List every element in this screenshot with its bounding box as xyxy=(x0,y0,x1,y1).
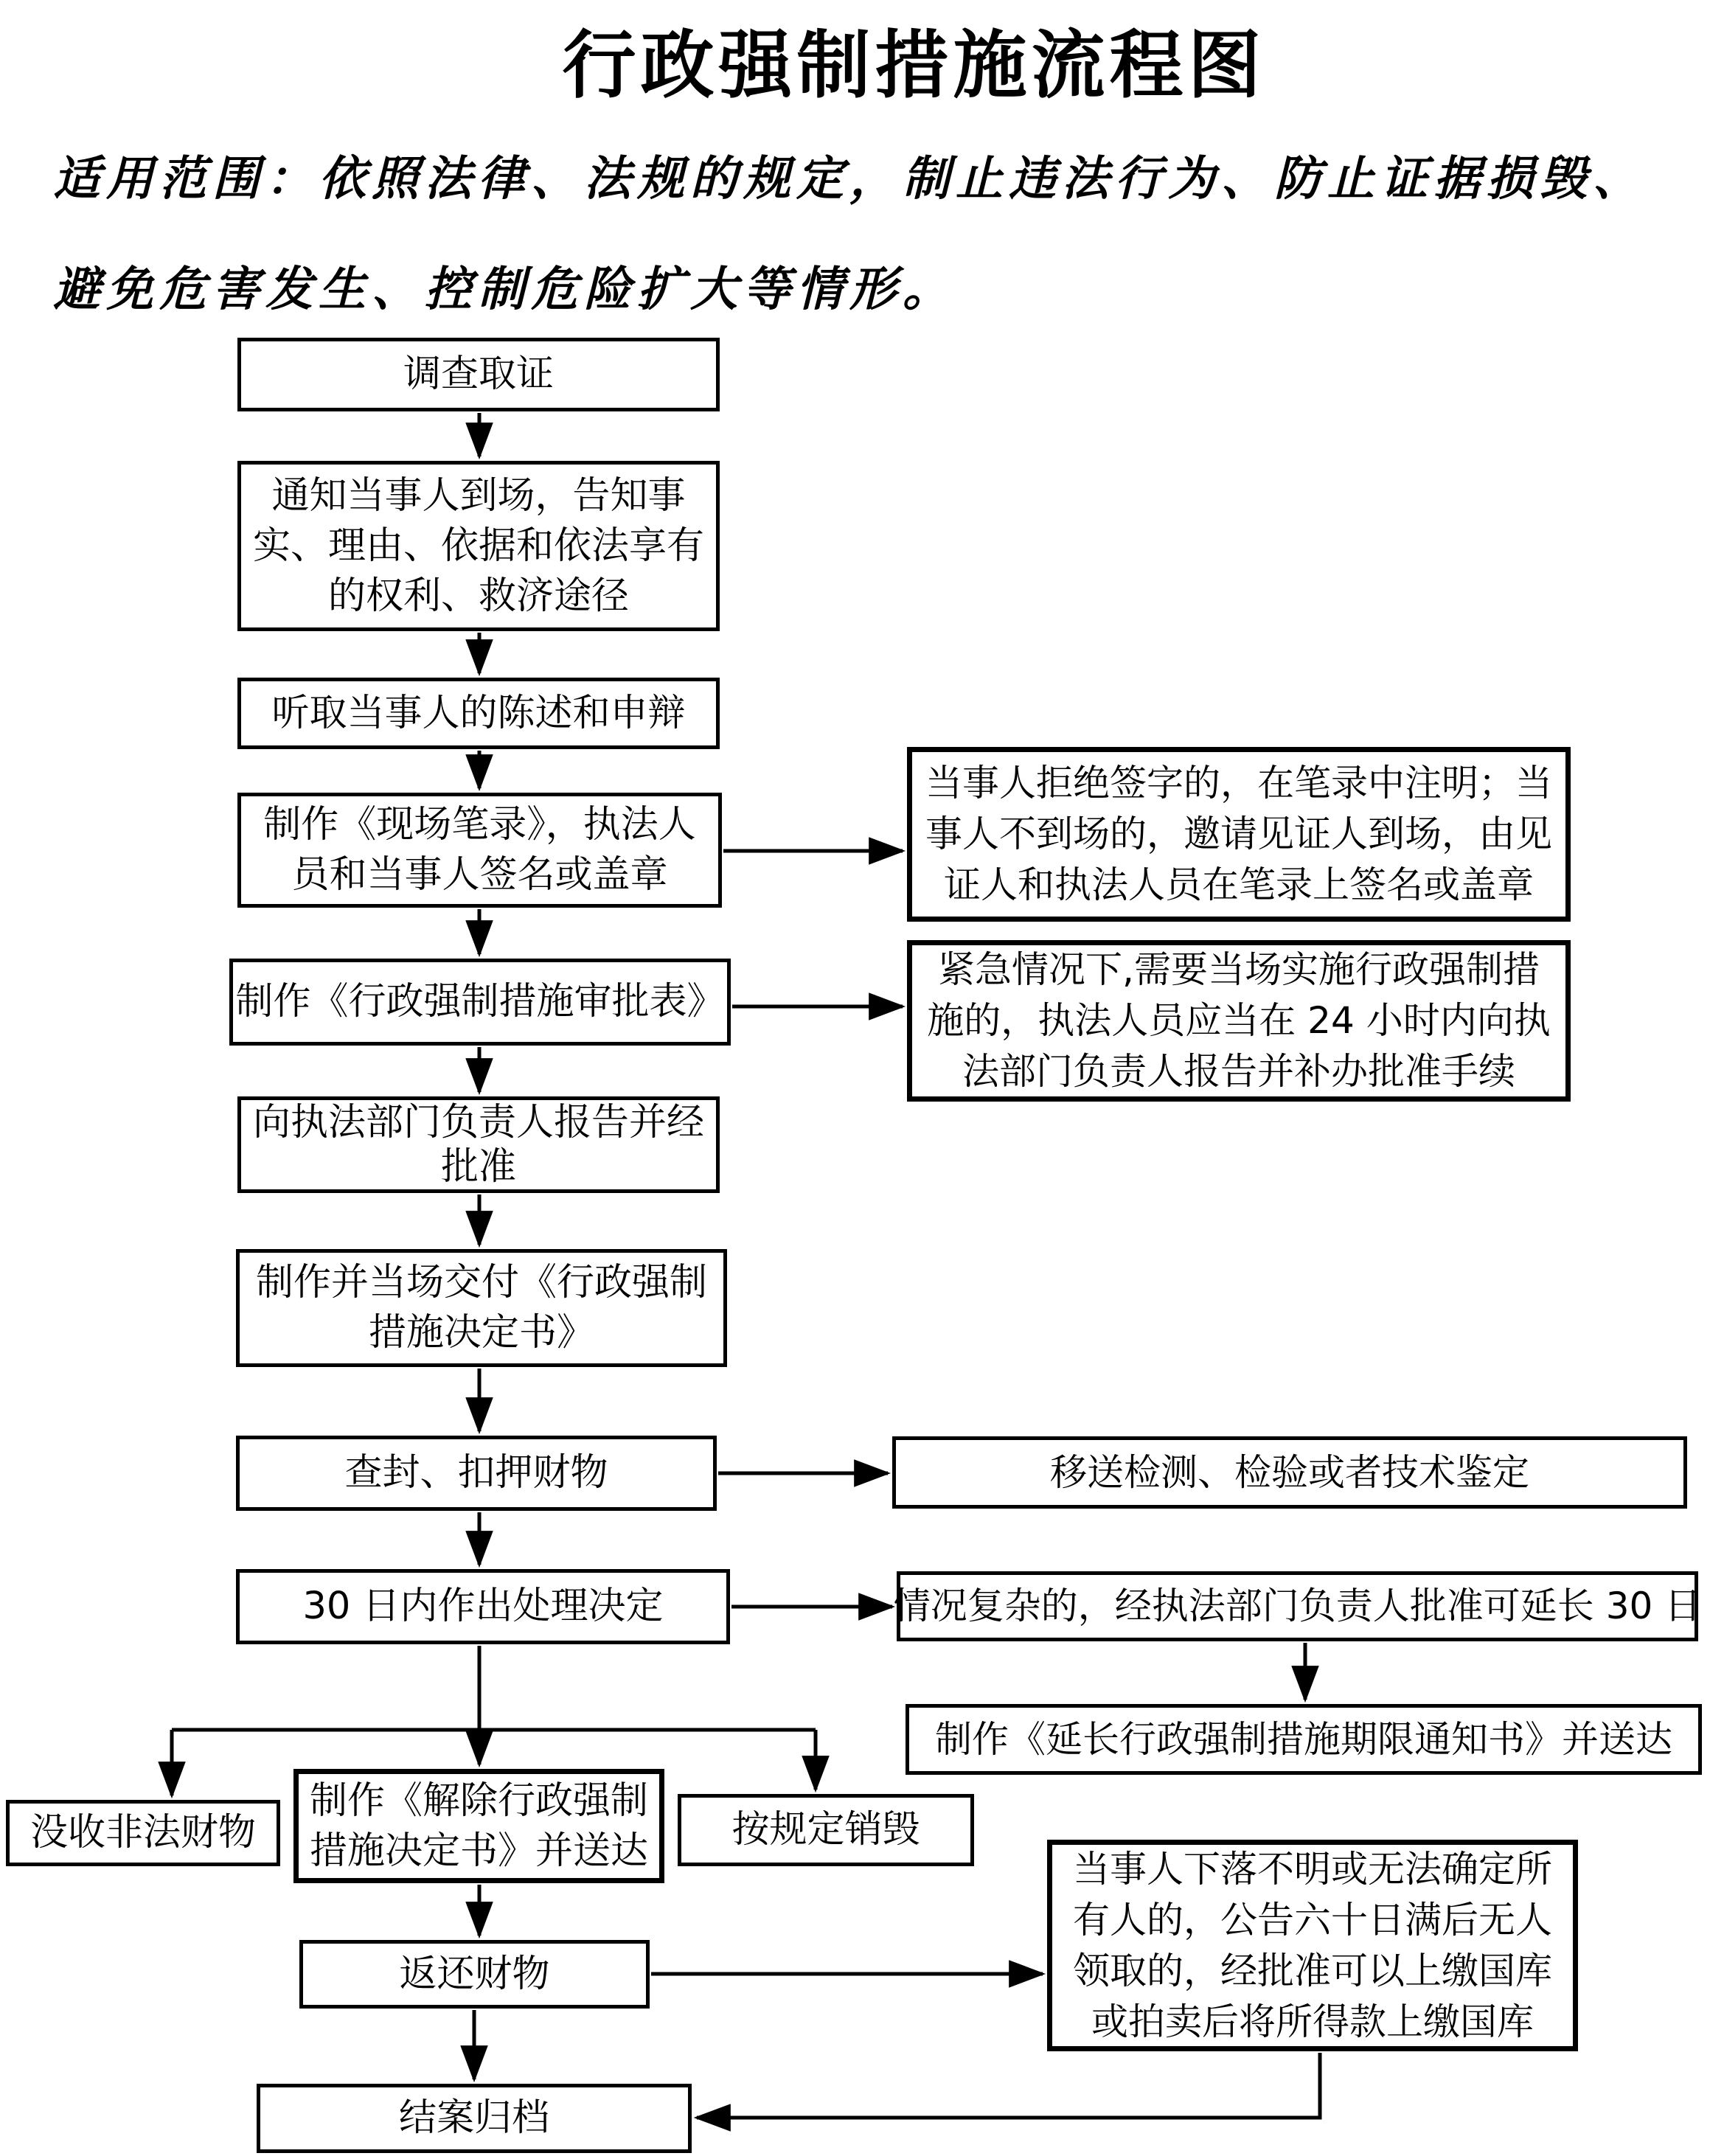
box-label: 批准 xyxy=(440,1144,516,1189)
flow-box-decision-doc xyxy=(236,1249,727,1367)
box-label: 制作《延长行政强制措施期限通知书》并送达 xyxy=(935,1717,1672,1761)
flow-box-report-approve xyxy=(237,1096,720,1193)
box-label: 证人和执法人员在笔录上签名或盖章 xyxy=(944,863,1534,906)
arrow-unclaimed-close xyxy=(697,2053,1320,2118)
box-label: 实、理由、依据和依法享有 xyxy=(252,524,704,568)
flow-box-close-case xyxy=(257,2084,692,2153)
box-label: 施的，执法人员应当在 24 小时内向执 xyxy=(927,999,1551,1042)
box-label: 措施决定书》 xyxy=(368,1311,594,1355)
scope-note-line: 适用范围：依照法律、法规的规定，制止违法行为、防止证据损毁、 xyxy=(53,151,1646,206)
box-label: 听取当事人的陈述和申辩 xyxy=(271,691,686,735)
box-label: 员和当事人签名或盖章 xyxy=(291,853,668,897)
box-label: 30 日内作出处理决定 xyxy=(302,1585,664,1628)
box-label: 或拍卖后将所得款上缴国库 xyxy=(1091,2000,1534,2043)
page-title: 行政强制措施流程图 xyxy=(562,21,1266,108)
box-label: 事人不到场的，邀请见证人到场，由见 xyxy=(925,813,1552,855)
box-label: 制作并当场交付《行政强制 xyxy=(255,1261,707,1304)
box-label: 有人的，公告六十日满后无人 xyxy=(1073,1898,1552,1941)
box-label: 没收非法财物 xyxy=(29,1811,256,1854)
box-label: 制作《解除行政强制 xyxy=(309,1778,648,1823)
box-label: 当事人拒绝签字的，在笔录中注明；当 xyxy=(925,762,1552,804)
box-label: 当事人下落不明或无法确定所 xyxy=(1073,1847,1552,1891)
scope-note xyxy=(53,124,1683,345)
box-label: 调查取证 xyxy=(403,352,554,396)
box-label: 结案归档 xyxy=(398,2096,549,2140)
box-label: 制作《现场笔录》，执法人 xyxy=(263,803,696,846)
flow-box-seize-property xyxy=(236,1436,717,1511)
box-label: 的权利、救济途径 xyxy=(327,574,629,618)
flow-box-confiscate xyxy=(6,1800,280,1866)
box-label: 向执法部门负责人报告并经 xyxy=(252,1100,704,1144)
flow-box-investigate xyxy=(237,338,720,411)
box-label: 制作《行政强制措施审批表》 xyxy=(235,980,725,1023)
box-label: 领取的，经批准可以上缴国库 xyxy=(1073,1949,1552,1992)
flow-box-refuse-sign-note xyxy=(907,747,1571,922)
flow-box-destroy xyxy=(678,1794,974,1866)
box-label: 移送检测、检验或者技术鉴定 xyxy=(1050,1450,1529,1494)
flow-box-onsite-record xyxy=(237,793,722,908)
box-label: 法部门负责人报告并补办批准手续 xyxy=(962,1050,1515,1093)
flow-box-complex-extend xyxy=(893,1571,1702,1641)
flow-box-return-property xyxy=(299,1940,650,2009)
flow-box-notify-party xyxy=(237,461,720,631)
flow-box-urgent-24h-note xyxy=(907,940,1571,1102)
box-label: 按规定销毁 xyxy=(731,1808,920,1851)
flow-box-listen-statement xyxy=(237,678,720,749)
flow-box-release-doc xyxy=(293,1769,664,1883)
flow-box-approval-form xyxy=(229,959,731,1046)
box-label: 情况复杂的，经执法部门负责人批准可延长 30 日 xyxy=(893,1585,1702,1627)
box-label: 返还财物 xyxy=(399,1952,550,1996)
flow-box-unclaimed-property-note xyxy=(1047,1840,1578,2051)
flow-box-decide-30-days xyxy=(236,1569,730,1644)
flow-box-transfer-test xyxy=(892,1436,1687,1509)
box-label: 通知当事人到场，告知事 xyxy=(271,473,686,518)
box-label: 紧急情况下,需要当场实施行政强制措 xyxy=(938,948,1540,991)
scope-note-line: 避免危害发生、控制危险扩大等情形。 xyxy=(53,262,956,317)
box-label: 查封、扣押财物 xyxy=(344,1451,608,1495)
flow-box-extend-notice xyxy=(906,1704,1702,1775)
box-label: 措施决定书》并送达 xyxy=(309,1829,648,1873)
